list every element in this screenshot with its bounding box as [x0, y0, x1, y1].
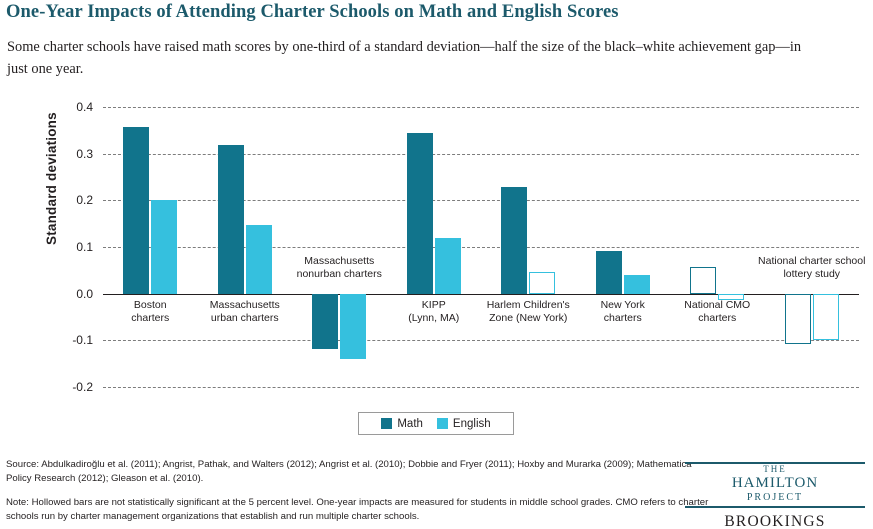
y-tick-0.3: 0.3 — [76, 146, 93, 161]
source-note: Source: Abdulkadiroğlu et al. (2011); Angrist, Pathak, and Walters (2012); Angrist et al. (2010); Dobbie and Fryer (2011); Hoxby and Murarka (2009); Mathematica Policy Research (2012); Gleason et al. (2010). — [6, 459, 692, 484]
x-axis-category-label-line: charters — [603, 312, 642, 325]
page-title: One-Year Impacts of Attending Charter Schools on Math and English Scores — [6, 2, 619, 22]
y-tick-0.4: 0.4 — [76, 100, 93, 114]
category-labels-layer — [103, 107, 866, 387]
x-axis-category-label — [662, 299, 773, 325]
brand-hamilton: HAMILTON — [731, 474, 819, 491]
x-axis-category-label-line: National CMO — [684, 299, 751, 311]
legend-label-math: Math — [397, 417, 423, 430]
brand-the: THE — [763, 464, 787, 474]
chart-legend — [358, 412, 514, 435]
y-axis-label: Standard deviations — [44, 112, 59, 245]
y-tick-0.2: 0.2 — [76, 193, 93, 208]
legend-item-english — [437, 418, 491, 430]
x-axis-category-label-line: urban charters — [210, 312, 279, 325]
y-tick--0.2: -0.2 — [72, 380, 93, 394]
brand-brookings: BROOKINGS — [724, 513, 826, 529]
legend-swatch-math-icon — [381, 418, 392, 429]
y-tick-0.0: 0.0 — [76, 286, 93, 301]
brand-logo — [685, 462, 865, 529]
legend-swatch-english-icon — [437, 418, 448, 429]
legend-item-math — [381, 418, 423, 430]
x-axis-category-label-line: KIPP — [421, 299, 446, 311]
x-axis-category-label-line: Massachusetts — [209, 299, 280, 311]
figure-note: Note: Hollowed bars are not statistically significant at the 5 percent level. One-year impacts are measured for students in middle school grades. CMO refers to charter schools run by charter management organizations that establish and run multiple charter schools. — [6, 497, 709, 522]
x-axis-category-label-line: Massachusetts — [304, 255, 375, 267]
x-axis-category-label-line: National charter school — [758, 255, 866, 267]
y-tick--0.1: -0.1 — [72, 333, 93, 348]
subtitle: Some charter schools have raised math scores by one-third of a standard deviation—half the size of the black–white achievement gap—in just one year. — [7, 39, 802, 78]
x-axis-category-label-line: Boston — [133, 299, 167, 311]
x-axis-category-label — [190, 299, 301, 325]
x-axis-category-label-line: New York — [600, 299, 645, 311]
brand-project: PROJECT — [746, 492, 804, 504]
y-tick-0.1: 0.1 — [76, 240, 93, 254]
plot-area — [72, 100, 866, 394]
x-axis-category-label — [757, 255, 868, 281]
hamilton-project-logo — [685, 462, 865, 508]
chart-container — [0, 95, 873, 415]
legend-label-english: English — [452, 417, 491, 430]
x-axis-category-label-line: charters — [698, 312, 737, 325]
x-axis-category-label-line: (Lynn, MA) — [408, 312, 460, 325]
x-axis-category-label — [284, 255, 395, 281]
x-axis-category-label-line: Harlem Children's — [486, 299, 570, 311]
gridline--0.2 — [72, 380, 859, 394]
x-axis-category-label-line: Zone (New York) — [489, 312, 568, 325]
x-axis-category-label-line: lottery study — [783, 268, 841, 281]
x-axis-category-label-line: charters — [131, 312, 170, 325]
x-axis-category-label-line: nonurban charters — [296, 268, 382, 281]
